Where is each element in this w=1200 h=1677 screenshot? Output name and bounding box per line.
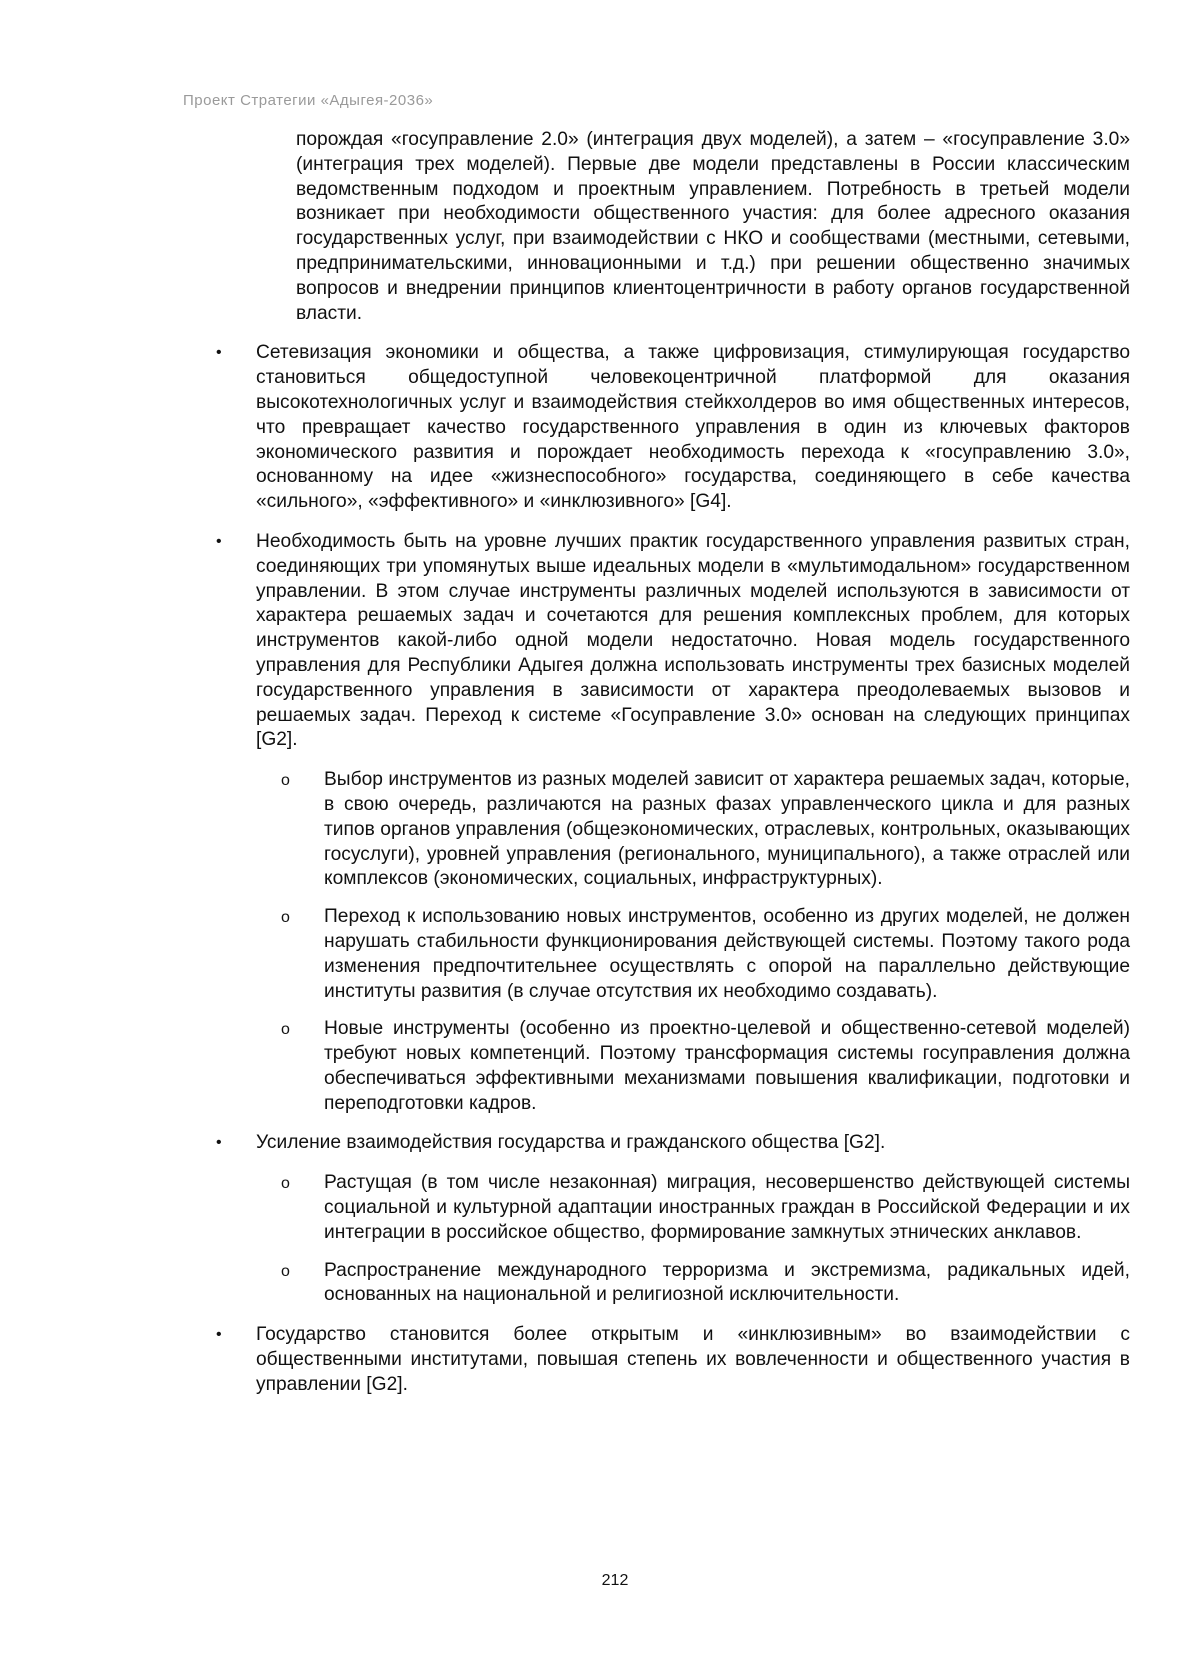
- sub-item: [200, 1017, 1130, 1116]
- sub-list: [200, 1171, 1130, 1308]
- bullet-text: Сетевизация экономики и общества, а также цифровизация, стимулирующая государство становиться общедоступной человекоцентричной платформой для оказания высокотехнологичных услуг и взаимодействия стейкхолдеров во имя общественных интересов, что превращает качество государственного управления в один из ключевых факторов экономического развития и порождает необходимость перехода к «госуправлению 3.0», основанному на идее «жизнеспособного» государства, соединяющего в себе качества «сильного», «эффективного» и «инклюзивного» [G4].: [256, 342, 1130, 513]
- page-header: Проект Стратегии «Адыгея-2036»: [183, 92, 434, 109]
- sub-item: [200, 1171, 1130, 1245]
- page-number: 212: [601, 1572, 629, 1589]
- bullet-dot-icon: •: [216, 532, 222, 550]
- bullet-dot-icon: •: [216, 1326, 222, 1344]
- sub-item-text: Переход к использованию новых инструментов, особенно из других моделей, не должен нарушать стабильности функционирования действующей системы. Поэтому такого рода изменения предпочтительнее осуществлять с опорой на параллельно действующие институты развития (в случае отсутствия их необходимо создавать).: [324, 906, 1130, 1002]
- bullet-dot-icon: •: [216, 1134, 222, 1152]
- sub-list: [200, 768, 1130, 1116]
- circle-bullet-icon: o: [281, 1175, 290, 1193]
- bullet-text: Усиление взаимодействия государства и гражданского общества [G2].: [256, 1132, 886, 1154]
- sub-item-text: Выбор инструментов из разных моделей зависит от характера решаемых задач, которые, в свою очередь, различаются на разных фазах управленческого цикла и для разных типов органов управления (общеэкономических, отраслевых, контрольных, оказывающих госуслуги), уровней управления (регионального, муниципального), а также отраслей или комплексов (экономических, социальных, инфраструктурных).: [324, 769, 1130, 890]
- sub-item-text: Распространение международного терроризма и экстремизма, радикальных идей, основанных на национальной и религиозной исключительности.: [324, 1259, 1130, 1306]
- bullet-dot-icon: •: [216, 344, 222, 362]
- intro-paragraph: порождая «госуправление 2.0» (интеграция двух моделей), а затем – «госуправление 3.0» (интеграция трех моделей). Первые две модели представлены в России классическим ведомственным подходом и проектным управлением. Потребность в третьей модели возникает при необходимости общественного участия: для более адресного оказания государственных услуг, при взаимодействии с НКО и сообществами (местными, сетевыми, предпринимательскими, инновационными и т.д.) при решении общественно значимых вопросов и внедрении принципов клиентоцентричности в работу органов государственной власти.: [296, 129, 1130, 324]
- bullet-text: Необходимость быть на уровне лучших практик государственного управления развитых стран, соединяющих три упомянутых выше идеальных модели в «мультимодальном» государственном управлении. В этом случае инструменты различных моделей используются в зависимости от характера решаемых задач и сочетаются для решения комплексных проблем, для которых инструментов какой-либо одной модели недостаточно. Новая модель государственного управления для Республики Адыгея должна использовать инструменты трех базисных моделей государственного управления в зависимости от характера преодолеваемых вызовов и решаемых задач. Переход к системе «Госуправление 3.0» основан на следующих принципах [G2].: [256, 530, 1130, 751]
- bullet-item: [200, 1323, 1130, 1397]
- bullet-item: [200, 341, 1130, 515]
- document-body: [200, 128, 1130, 1398]
- circle-bullet-icon: o: [281, 1262, 290, 1280]
- bullet-item: [200, 1131, 1130, 1156]
- sub-item: [200, 768, 1130, 892]
- circle-bullet-icon: o: [281, 1021, 290, 1039]
- sub-item: [200, 905, 1130, 1004]
- sub-item-text: Новые инструменты (особенно из проектно-целевой и общественно-сетевой моделей) требуют новых компетенций. Поэтому трансформация системы госуправления должна обеспечиваться эффективными механизмами повышения квалификации, подготовки и переподготовки кадров.: [324, 1018, 1130, 1114]
- sub-item-text: Растущая (в том числе незаконная) миграция, несовершенство действующей системы социальной и культурной адаптации иностранных граждан в Российской Федерации и их интеграции в российское общество, формирование замкнутых этнических анклавов.: [324, 1172, 1130, 1243]
- circle-bullet-icon: o: [281, 909, 290, 927]
- bullet-list: [200, 341, 1130, 1397]
- bullet-item: [200, 530, 1130, 753]
- sub-item: [200, 1259, 1130, 1309]
- circle-bullet-icon: o: [281, 772, 290, 790]
- bullet-text: Государство становится более открытым и «инклюзивным» во взаимодействии с общественными институтами, повышая степень их вовлеченности и общественного участия в управлении [G2].: [256, 1324, 1130, 1395]
